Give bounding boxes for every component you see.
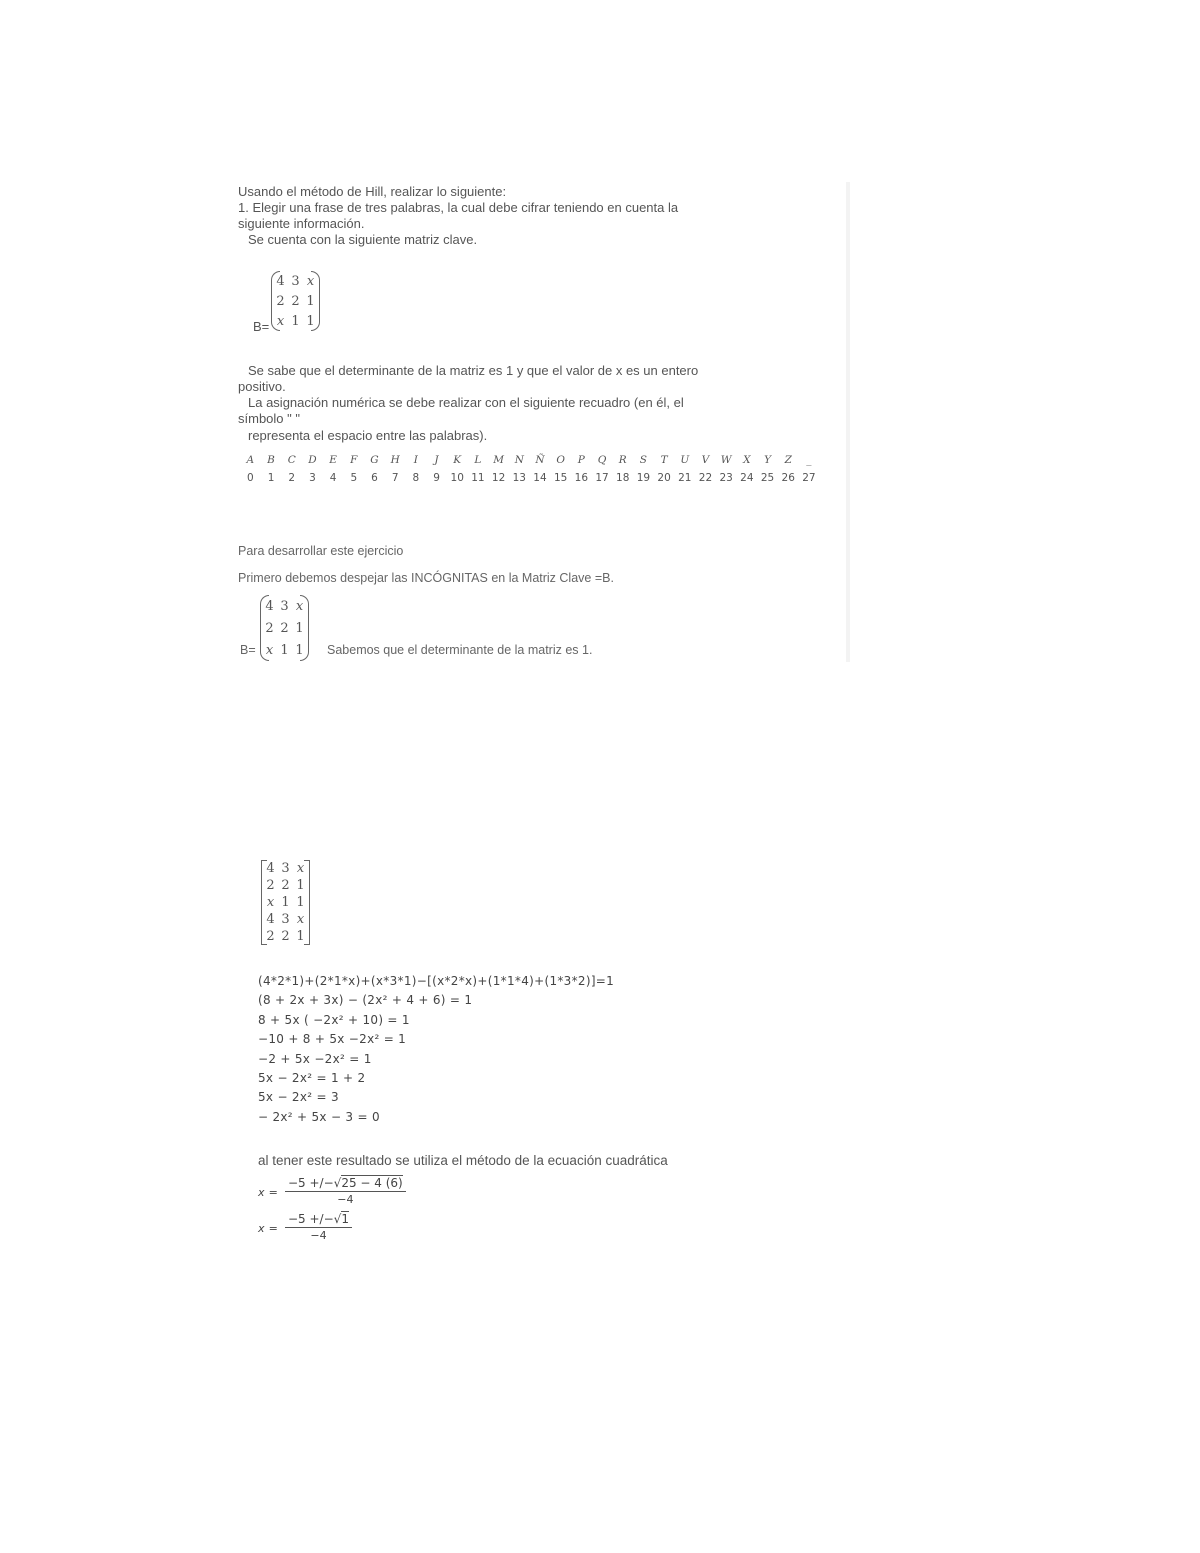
matrix-cell: 3 (280, 598, 289, 614)
alphabet-number: 11 (471, 472, 485, 484)
x-label-2: x = (258, 1222, 279, 1235)
matrix-cell: x (266, 895, 275, 910)
solution-step-1: Primero debemos despejar las INCÓGNITAS en la Matriz Clave =B. (238, 571, 614, 585)
alphabet-number: 9 (433, 472, 440, 484)
alphabet-letter: N (514, 454, 524, 466)
alphabet-letter: D (308, 454, 317, 466)
alphabet-number: 4 (329, 472, 337, 484)
matrix-1 (273, 271, 318, 331)
quadratic-fraction-2 (285, 1212, 352, 1242)
alphabet-number: 23 (719, 472, 733, 484)
alphabet-number: 15 (553, 472, 568, 484)
matrix-cell: 2 (265, 620, 274, 636)
matrix-cell: x (296, 912, 305, 927)
alphabet-number: 26 (781, 472, 795, 484)
quadratic-intro: al tener este resultado se utiliza el método de la ecuación cuadrática (258, 1153, 668, 1168)
matrix-cell: 3 (281, 912, 290, 927)
matrix-cell: x (295, 598, 304, 614)
matrix-cell: 3 (281, 861, 290, 876)
intro-line-3: siguiente información. (238, 216, 365, 231)
alphabet-number: 7 (391, 472, 399, 484)
fraction-2-denominator: −4 (310, 1229, 327, 1242)
info-line-2: positivo. (238, 379, 286, 394)
alphabet-letter: C (287, 454, 296, 466)
info-line-1: Se sabe que el determinante de la matriz es 1 y que el valor de x es un entero (248, 363, 699, 378)
equation-line: −10 + 8 + 5x −2x² = 1 (258, 1032, 407, 1047)
equation-line: 8 + 5x ( −2x² + 10) = 1 (258, 1012, 410, 1027)
info-line-3: La asignación numérica se debe realizar con el siguiente recuadro (en él, el (248, 395, 684, 410)
alphabet-number: 13 (512, 472, 526, 484)
alphabet-number: 10 (450, 472, 464, 484)
matrix-cell: 4 (266, 912, 275, 927)
matrix-cell: x (296, 861, 305, 876)
alphabet-number: 18 (616, 472, 630, 484)
alphabet-letter: _ (806, 454, 812, 466)
alphabet-number: 5 (350, 472, 358, 484)
alphabet-letter: P (577, 454, 585, 466)
alphabet-number: 0 (247, 472, 254, 484)
matrix-cell: 2 (281, 878, 290, 893)
alphabet-letter: K (453, 454, 462, 466)
x-label-1: x = (258, 1186, 279, 1199)
alphabet-letter: L (474, 454, 482, 466)
alphabet-letter: T (660, 454, 668, 466)
matrix-cell: 2 (266, 929, 275, 944)
alphabet-number: 21 (678, 472, 692, 484)
matrix-cell: 3 (291, 273, 300, 289)
intro-line-1: Usando el método de Hill, realizar lo siguiente: (238, 184, 507, 199)
alphabet-letter: Z (784, 454, 792, 466)
alphabet-letter: R (618, 454, 627, 466)
matrix-cell: 2 (291, 293, 300, 309)
alphabet-number: 2 (288, 472, 296, 484)
equation-line: (8 + 2x + 3x) − (2x² + 4 + 6) = 1 (258, 993, 473, 1008)
quadratic-fraction-1 (285, 1176, 406, 1206)
matrix-1-label: B= (253, 319, 270, 334)
matrix-cell: 4 (265, 598, 274, 614)
fraction-2-prefix: −5 +/−√ (288, 1212, 342, 1226)
matrix-cell: 4 (266, 861, 275, 876)
matrix-cell: 1 (306, 313, 315, 329)
alphabet-number: 20 (657, 472, 671, 484)
alphabet-number: 6 (371, 472, 378, 484)
alphabet-number: 25 (760, 472, 775, 484)
matrix-cell: 1 (296, 878, 305, 893)
intro-line-2: 1. Elegir una frase de tres palabras, la cual debe cifrar teniendo en cuenta la (238, 200, 679, 215)
page-edge-rule (846, 182, 850, 662)
alphabet-number: 24 (740, 472, 754, 484)
matrix-cell: 1 (291, 313, 300, 329)
matrix-2-note: Sabemos que el determinante de la matriz es 1. (327, 643, 593, 657)
alphabet-letter: H (390, 454, 400, 466)
alphabet-letter: V (701, 454, 710, 466)
fraction-1-prefix: −5 +/−√ (288, 1176, 342, 1190)
matrix-cell: x (306, 273, 315, 289)
equation-line: 5x − 2x² = 1 + 2 (258, 1071, 366, 1085)
alphabet-letter: M (493, 454, 504, 466)
matrix-2-label: B= (240, 643, 256, 657)
matrix-cell: 2 (276, 293, 285, 309)
alphabet-number: 19 (636, 472, 651, 484)
alphabet-letter: W (720, 454, 732, 466)
matrix-cell: x (276, 313, 285, 329)
info-line-5: representa el espacio entre las palabras). (248, 428, 488, 443)
alphabet-letter: X (743, 454, 751, 466)
alphabet-letter: J (434, 454, 439, 466)
alphabet-letter: Q (597, 454, 607, 466)
alphabet-number: 27 (802, 472, 816, 484)
matrix-2 (262, 595, 307, 661)
matrix-cell: 2 (280, 620, 289, 636)
matrix-cell: 1 (295, 642, 304, 658)
equation-line: −2 + 5x −2x² = 1 (258, 1051, 372, 1066)
alphabet-number: 12 (491, 472, 506, 484)
fraction-1-radicand: 25 − 4 (6) (341, 1176, 403, 1190)
alphabet-letter: U (680, 454, 690, 466)
alphabet-number: 8 (412, 472, 420, 484)
alphabet-number: 14 (533, 472, 547, 484)
sarrus-matrix (263, 860, 308, 945)
info-line-4: símbolo " " (238, 411, 300, 426)
fraction-1-denominator: −4 (337, 1193, 354, 1206)
matrix-cell: x (265, 642, 274, 658)
alphabet-letter: A (246, 454, 255, 466)
alphabet-letter: I (413, 454, 418, 466)
alphabet-letter: Ñ (535, 454, 545, 466)
alphabet-number: 3 (309, 472, 316, 484)
matrix-cell: 2 (266, 878, 275, 893)
alphabet-letter: O (556, 454, 565, 466)
alphabet-letter: B (267, 454, 275, 466)
equation-line: 5x − 2x² = 3 (258, 1090, 339, 1105)
fraction-2-radicand: 1 (341, 1212, 349, 1226)
equation-line: − 2x² + 5x − 3 = 0 (258, 1109, 380, 1124)
alphabet-table (240, 451, 819, 487)
matrix-cell: 4 (276, 273, 285, 289)
alphabet-letter: E (329, 454, 337, 466)
matrix-cell: 1 (295, 620, 304, 636)
alphabet-number: 22 (698, 472, 713, 484)
alphabet-number: 16 (574, 472, 589, 484)
alphabet-number: 17 (595, 472, 609, 484)
solution-intro: Para desarrollar este ejercicio (238, 544, 404, 558)
alphabet-number: 1 (267, 472, 275, 484)
matrix-cell: 1 (296, 929, 305, 944)
alphabet-letter: G (370, 454, 379, 466)
matrix-cell: 1 (306, 293, 315, 309)
equation-line: (4*2*1)+(2*1*x)+(x*3*1)−[(x*2*x)+(1*1*4)+(1*3*2)]=1 (258, 974, 615, 988)
intro-line-4: Se cuenta con la siguiente matriz clave. (248, 232, 478, 247)
alphabet-letter: Y (764, 454, 771, 466)
alphabet-letter: S (639, 454, 647, 466)
matrix-cell: 1 (281, 895, 290, 910)
matrix-cell: 1 (280, 642, 289, 658)
matrix-cell: 2 (281, 929, 290, 944)
alphabet-letter: F (350, 454, 358, 466)
matrix-cell: 1 (296, 895, 305, 910)
